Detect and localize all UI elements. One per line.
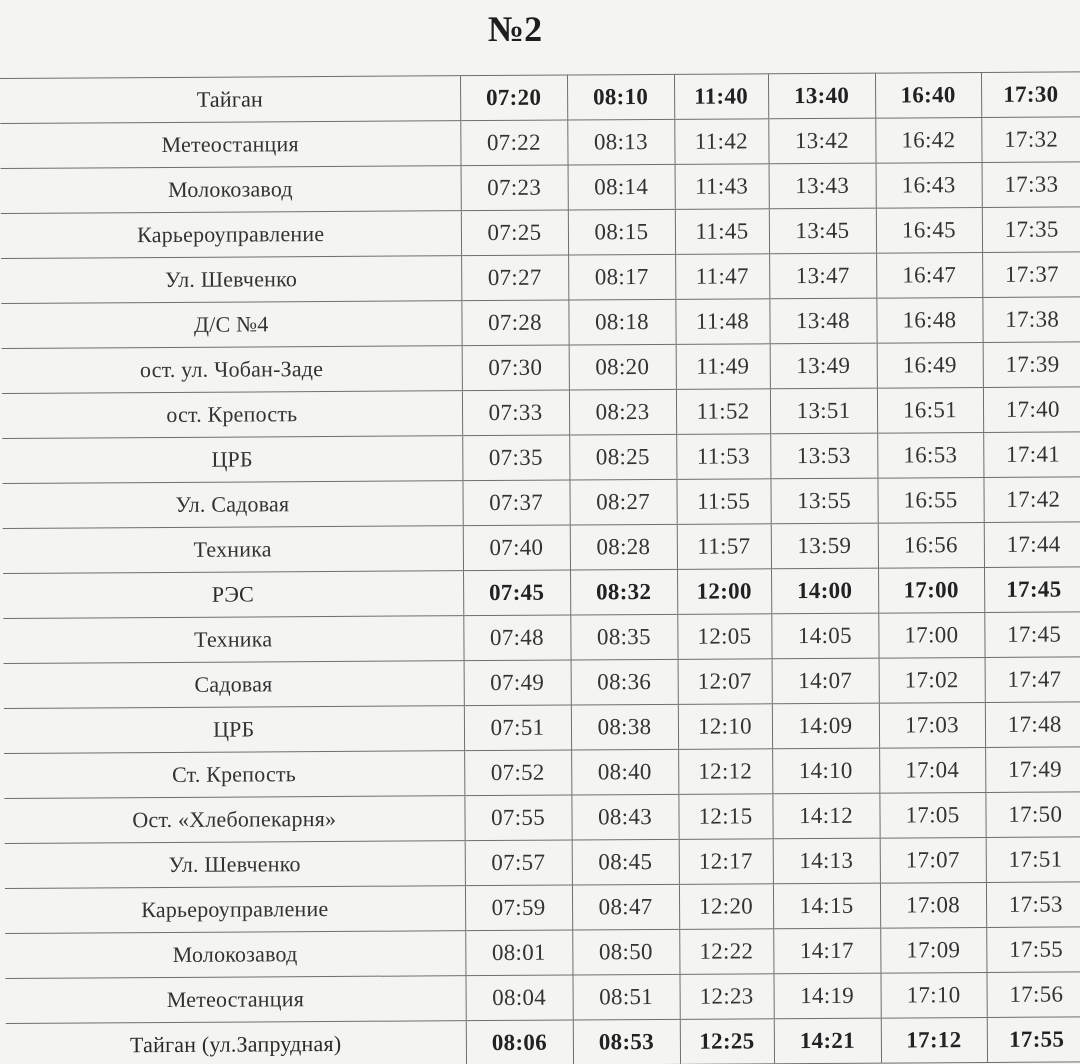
table-row xyxy=(5,882,1080,934)
departure-time-cell: 08:04 xyxy=(465,975,572,1021)
departure-time-cell: 17:00 xyxy=(878,612,984,658)
departure-time-cell: 13:59 xyxy=(771,523,878,569)
table-row xyxy=(1,207,1080,259)
departure-time-cell: 17:00 xyxy=(878,567,984,613)
departure-time-cell: 11:43 xyxy=(675,164,769,210)
departure-time-cell: 08:47 xyxy=(572,884,679,930)
departure-time-cell: 17:38 xyxy=(982,297,1080,343)
departure-time-cell: 13:47 xyxy=(769,253,876,299)
table-row xyxy=(5,927,1080,979)
stop-name-cell: Садовая xyxy=(4,661,464,709)
departure-time-cell: 17:07 xyxy=(880,837,986,883)
departure-time-cell: 17:12 xyxy=(881,1017,987,1063)
departure-time-cell: 17:41 xyxy=(983,432,1080,478)
departure-time-cell: 07:23 xyxy=(461,165,568,211)
departure-time-cell: 11:47 xyxy=(675,254,769,300)
departure-time-cell: 16:53 xyxy=(877,433,983,479)
departure-time-cell: 17:53 xyxy=(986,882,1080,928)
departure-time-cell: 16:47 xyxy=(876,253,982,299)
departure-time-cell: 07:48 xyxy=(463,615,570,661)
departure-time-cell: 17:09 xyxy=(880,927,986,973)
departure-time-cell: 17:32 xyxy=(981,117,1080,163)
departure-time-cell: 08:35 xyxy=(570,614,677,660)
departure-time-cell: 12:15 xyxy=(678,794,772,840)
departure-time-cell: 14:07 xyxy=(772,658,879,704)
departure-time-cell: 17:49 xyxy=(985,747,1080,793)
departure-time-cell: 11:55 xyxy=(676,479,770,525)
table-row xyxy=(0,72,1080,124)
stop-name-cell: ост. Крепость xyxy=(2,391,462,439)
departure-time-cell: 14:10 xyxy=(772,748,879,794)
departure-time-cell: 16:51 xyxy=(877,388,983,434)
departure-time-cell: 14:17 xyxy=(773,928,880,974)
departure-time-cell: 07:45 xyxy=(463,570,570,616)
departure-time-cell: 08:28 xyxy=(570,524,677,570)
stop-name-cell: Техника xyxy=(3,616,463,664)
stop-name-cell: РЭС xyxy=(3,571,463,619)
timetable-sheet xyxy=(0,71,1080,1064)
departure-time-cell: 11:49 xyxy=(676,344,770,390)
departure-time-cell: 13:55 xyxy=(770,478,877,524)
departure-time-cell: 16:45 xyxy=(876,208,982,254)
departure-time-cell: 08:10 xyxy=(567,74,674,120)
table-row xyxy=(3,567,1080,619)
departure-time-cell: 14:15 xyxy=(773,883,880,929)
departure-time-cell: 07:51 xyxy=(464,705,571,751)
departure-time-cell: 07:59 xyxy=(465,885,572,931)
departure-time-cell: 16:40 xyxy=(875,73,981,119)
departure-time-cell: 17:50 xyxy=(985,792,1080,838)
departure-time-cell: 07:52 xyxy=(464,750,571,796)
departure-time-cell: 13:49 xyxy=(770,343,877,389)
departure-time-cell: 17:05 xyxy=(879,792,985,838)
departure-time-cell: 17:55 xyxy=(987,1017,1080,1063)
table-row xyxy=(1,252,1080,304)
stop-name-cell: Ул. Садовая xyxy=(2,481,462,529)
departure-time-cell: 07:22 xyxy=(460,120,567,166)
departure-time-cell: 14:09 xyxy=(772,703,879,749)
departure-time-cell: 08:27 xyxy=(569,479,676,525)
stop-name-cell: Метеостанция xyxy=(6,976,466,1024)
departure-time-cell: 17:02 xyxy=(879,657,985,703)
departure-time-cell: 14:19 xyxy=(773,973,880,1019)
departure-time-cell: 17:37 xyxy=(982,252,1080,298)
table-row xyxy=(3,522,1080,574)
stop-name-cell: Карьероуправление xyxy=(5,886,465,934)
stop-name-cell: ЦРБ xyxy=(2,436,462,484)
stop-name-cell: Д/С №4 xyxy=(1,301,461,349)
departure-time-cell: 08:14 xyxy=(568,164,675,210)
departure-time-cell: 17:33 xyxy=(982,162,1080,208)
table-row xyxy=(4,747,1080,799)
departure-time-cell: 17:44 xyxy=(984,522,1080,568)
table-row xyxy=(4,657,1080,709)
departure-time-cell: 08:20 xyxy=(569,344,676,390)
departure-time-cell: 08:38 xyxy=(571,704,678,750)
stop-name-cell: ЦРБ xyxy=(4,706,464,754)
departure-time-cell: 16:55 xyxy=(877,477,983,523)
departure-time-cell: 16:42 xyxy=(875,118,981,164)
departure-time-cell: 17:45 xyxy=(984,567,1080,613)
table-row xyxy=(4,702,1080,754)
table-row xyxy=(5,837,1080,889)
departure-time-cell: 11:53 xyxy=(676,434,770,480)
table-row xyxy=(2,387,1080,439)
departure-time-cell: 08:53 xyxy=(573,1019,680,1064)
departure-time-cell: 13:45 xyxy=(769,208,876,254)
departure-time-cell: 07:35 xyxy=(462,435,569,481)
departure-time-cell: 17:40 xyxy=(983,387,1080,433)
departure-time-cell: 08:45 xyxy=(572,839,679,885)
table-row xyxy=(2,432,1080,484)
route-title: №2 xyxy=(487,9,543,49)
departure-time-cell: 08:40 xyxy=(571,749,678,795)
departure-time-cell: 08:51 xyxy=(572,974,679,1020)
departure-time-cell: 12:05 xyxy=(677,614,771,660)
departure-time-cell: 12:17 xyxy=(679,839,773,885)
departure-time-cell: 08:36 xyxy=(571,659,678,705)
departure-time-cell: 08:06 xyxy=(466,1020,573,1064)
table-row xyxy=(2,342,1080,394)
departure-time-cell: 17:39 xyxy=(983,342,1080,388)
departure-time-cell: 13:43 xyxy=(769,163,876,209)
departure-time-cell: 16:48 xyxy=(876,298,982,344)
departure-time-cell: 07:49 xyxy=(464,660,571,706)
departure-time-cell: 12:00 xyxy=(677,569,771,615)
departure-time-cell: 07:40 xyxy=(463,525,570,571)
departure-time-cell: 12:07 xyxy=(678,659,772,705)
departure-time-cell: 17:10 xyxy=(880,972,986,1018)
departure-time-cell: 08:32 xyxy=(570,569,677,615)
departure-time-cell: 08:17 xyxy=(568,254,675,300)
stop-name-cell: Ост. «Хлебопекарня» xyxy=(4,796,464,844)
table-row xyxy=(6,972,1080,1024)
timetable-body xyxy=(0,72,1080,1064)
departure-time-cell: 07:25 xyxy=(461,210,568,256)
departure-time-cell: 17:48 xyxy=(985,702,1080,748)
departure-time-cell: 12:22 xyxy=(679,929,773,975)
departure-time-cell: 08:01 xyxy=(465,930,572,976)
table-row xyxy=(3,612,1080,664)
table-row xyxy=(6,1017,1080,1064)
departure-time-cell: 11:48 xyxy=(675,299,769,345)
departure-time-cell: 12:10 xyxy=(678,704,772,750)
departure-time-cell: 11:42 xyxy=(674,119,768,165)
departure-time-cell: 11:57 xyxy=(677,524,771,570)
departure-time-cell: 08:50 xyxy=(572,929,679,975)
departure-time-cell: 12:12 xyxy=(678,749,772,795)
table-row xyxy=(2,477,1080,529)
stop-name-cell: ост. ул. Чобан-Заде xyxy=(2,346,462,394)
departure-time-cell: 07:20 xyxy=(460,75,567,121)
departure-time-cell: 07:37 xyxy=(462,480,569,526)
departure-time-cell: 17:51 xyxy=(986,837,1080,883)
departure-time-cell: 16:43 xyxy=(876,163,982,209)
stop-name-cell: Ст. Крепость xyxy=(4,751,464,799)
stop-name-cell: Карьероуправление xyxy=(1,211,461,259)
departure-time-cell: 12:25 xyxy=(680,1019,774,1064)
departure-time-cell: 07:55 xyxy=(464,795,571,841)
departure-time-cell: 11:52 xyxy=(676,389,770,435)
departure-time-cell: 07:28 xyxy=(461,300,568,346)
departure-time-cell: 14:00 xyxy=(771,568,878,614)
stop-name-cell: Ул. Шевченко xyxy=(5,841,465,889)
departure-time-cell: 16:49 xyxy=(877,343,983,389)
departure-time-cell: 11:45 xyxy=(675,209,769,255)
stop-name-cell: Ул. Шевченко xyxy=(1,256,461,304)
table-row xyxy=(0,117,1080,169)
departure-time-cell: 13:40 xyxy=(768,73,875,119)
departure-time-cell: 12:23 xyxy=(679,974,773,1020)
departure-time-cell: 13:53 xyxy=(770,433,877,479)
departure-time-cell: 17:04 xyxy=(879,747,985,793)
departure-time-cell: 17:55 xyxy=(986,927,1080,973)
departure-time-cell: 08:25 xyxy=(569,434,676,480)
timetable xyxy=(0,71,1080,1064)
departure-time-cell: 07:57 xyxy=(465,840,572,886)
stop-name-cell: Тайган (ул.Запрудная) xyxy=(6,1021,466,1064)
departure-time-cell: 17:08 xyxy=(880,882,986,928)
departure-time-cell: 08:23 xyxy=(569,389,676,435)
departure-time-cell: 08:43 xyxy=(571,794,678,840)
departure-time-cell: 17:45 xyxy=(984,612,1080,658)
departure-time-cell: 07:33 xyxy=(462,390,569,436)
departure-time-cell: 17:42 xyxy=(983,477,1080,523)
departure-time-cell: 13:51 xyxy=(770,388,877,434)
departure-time-cell: 08:18 xyxy=(568,299,675,345)
departure-time-cell: 17:35 xyxy=(982,207,1080,253)
departure-time-cell: 07:30 xyxy=(462,345,569,391)
departure-time-cell: 13:42 xyxy=(768,118,875,164)
stop-name-cell: Метеостанция xyxy=(0,121,460,169)
departure-time-cell: 17:30 xyxy=(981,72,1080,118)
departure-time-cell: 07:27 xyxy=(461,255,568,301)
departure-time-cell: 14:12 xyxy=(772,793,879,839)
departure-time-cell: 08:15 xyxy=(568,209,675,255)
stop-name-cell: Молокозавод xyxy=(1,166,461,214)
table-row xyxy=(1,297,1080,349)
stop-name-cell: Молокозавод xyxy=(5,931,465,979)
departure-time-cell: 13:48 xyxy=(769,298,876,344)
stop-name-cell: Техника xyxy=(3,526,463,574)
departure-time-cell: 14:13 xyxy=(773,838,880,884)
departure-time-cell: 16:56 xyxy=(878,522,984,568)
departure-time-cell: 11:40 xyxy=(674,74,768,120)
table-row xyxy=(4,792,1080,844)
departure-time-cell: 17:56 xyxy=(986,972,1080,1018)
departure-time-cell: 14:21 xyxy=(774,1018,881,1064)
departure-time-cell: 14:05 xyxy=(771,613,878,659)
departure-time-cell: 12:20 xyxy=(679,884,773,930)
table-row xyxy=(1,162,1080,214)
departure-time-cell: 17:03 xyxy=(879,702,985,748)
stop-name-cell: Тайган xyxy=(0,76,460,124)
departure-time-cell: 08:13 xyxy=(567,119,674,165)
departure-time-cell: 17:47 xyxy=(985,657,1080,703)
